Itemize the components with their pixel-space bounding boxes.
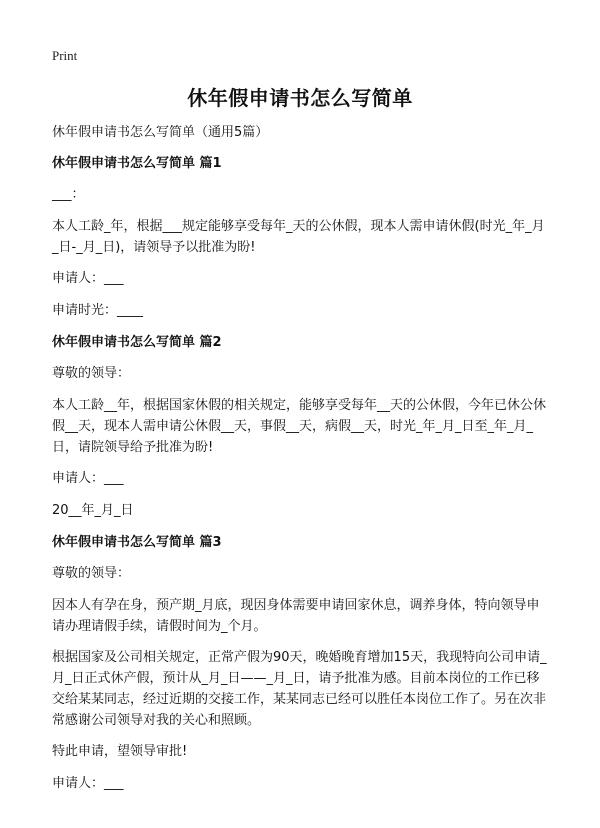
page-title: 休年假申请书怎么写简单: [187, 86, 413, 110]
section-1-applicant: 申请人：___: [52, 271, 124, 286]
section-2-date: 20__年_月_日: [52, 503, 134, 518]
section-2-heading: 休年假申请书怎么写简单 篇2: [52, 335, 222, 350]
section-1-salutation: ___：: [52, 187, 85, 202]
subtitle: 休年假申请书怎么写简单（通用5篇）: [52, 125, 269, 140]
section-3-applicant: 申请人：___: [52, 776, 124, 791]
section-3-salutation: 尊敬的领导：: [52, 566, 131, 581]
section-3-body-2: 根据国家及公司相关规定，正常产假为90天，晚婚晚育增加15天，我现特向公司申请_月_日正式休产假，预计从_月_日——_月_日，请予批准为感。目前本岗位的工作已移交给某某同志，经过近期的交接工作，某某同志已经可以胜任本岗位工作了。另在次非常感谢公司领导对我的关心和照顾。: [52, 650, 547, 728]
section-2-body: 本人工龄__年，根据国家休假的相关规定，能够享受每年__天的公休假，今年已休公休假__天，现本人需申请公休假__天，事假__天，病假__天，时光_年_月_日至_年_月_日，请院领导给予批准为盼!: [52, 398, 547, 455]
section-1-body: 本人工龄_年，根据___规定能够享受每年_天的公休假，现本人需申请休假(时光_年_月_日-_月_日)，请领导予以批准为盼!: [52, 219, 545, 255]
section-1-heading: 休年假申请书怎么写简单 篇1: [52, 156, 222, 171]
section-3-body-1: 因本人有孕在身，预产期_月底，现因身体需要申请回家休息，调养身体，特向领导申请办理请假手续，请假时间为_个月。: [52, 598, 540, 634]
document-body: [52, 122, 548, 805]
section-1-time: 申请时光：____: [52, 303, 144, 318]
print-label[interactable]: Print: [52, 48, 78, 63]
section-3-closing: 特此申请，望领导审批!: [52, 744, 188, 759]
section-2-salutation: 尊敬的领导：: [52, 366, 131, 381]
section-3-heading: 休年假申请书怎么写简单 篇3: [52, 535, 222, 550]
section-2-applicant: 申请人：___: [52, 471, 124, 486]
